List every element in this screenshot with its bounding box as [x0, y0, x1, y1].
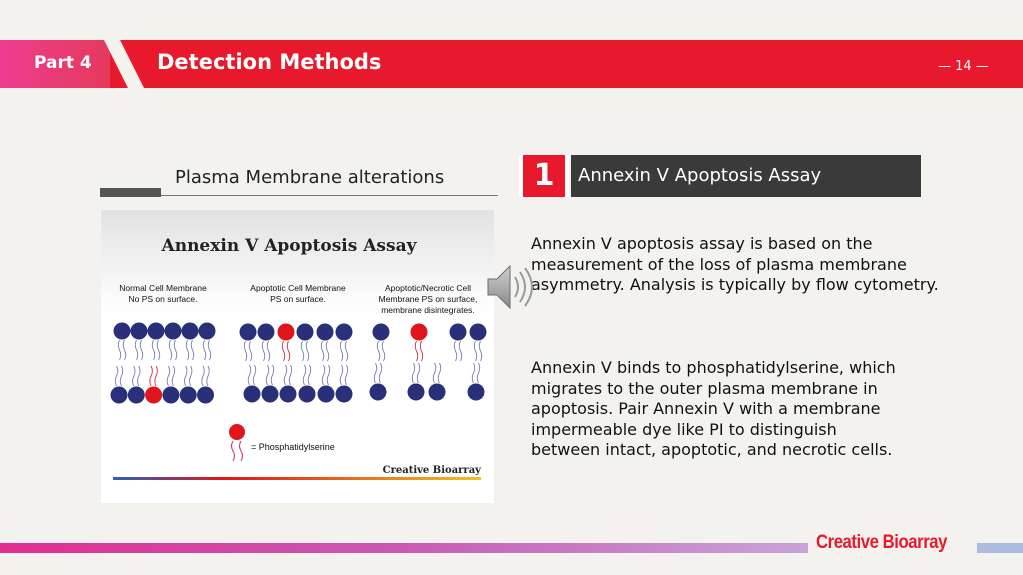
annexin-figure [101, 210, 494, 503]
legend-ps-icon [229, 424, 245, 440]
lipid-head [450, 324, 467, 341]
figure-color-line [113, 477, 481, 480]
col1-caption: Normal Cell Membrane No PS on surface. [119, 283, 207, 304]
lipid-head [411, 324, 428, 341]
page-number: — 14 — [938, 59, 989, 74]
lipid-head [114, 323, 131, 340]
lipid-head [111, 387, 128, 404]
lipid-head [197, 387, 214, 404]
lipid-head [408, 384, 425, 401]
footer-blue-bar [977, 543, 1023, 553]
paragraph-2: Annexin V binds to phosphatidylserine, which migrates to the outer plasma membrane in apoptosis. Pair Annexin V with a membrane impermeable dye like PI to distinguish between intact, apoptotic, and necrotic cells. [531, 358, 896, 459]
lipid-head [162, 387, 179, 404]
lipid-head [470, 324, 487, 341]
lipid-head [148, 323, 165, 340]
section-accent-bar [100, 188, 161, 197]
figure-brand: Creative Bioarray [382, 465, 481, 476]
lipid-head [318, 386, 335, 403]
footer-brand: Creative Bioarray [816, 532, 948, 553]
lipid-head [128, 387, 145, 404]
slide-title: Detection Methods [157, 50, 382, 74]
figure-title: Annexin V Apoptosis Assay [161, 236, 417, 256]
lipid-head [468, 384, 485, 401]
lipid-head [280, 386, 297, 403]
col3-caption: Apoptotic/Necrotic Cell Membrane PS on surface, membrane disintegrates. [378, 283, 478, 315]
lipid-head [258, 324, 275, 341]
legend-label: = Phosphatidylserine [251, 442, 335, 452]
header-bar [0, 40, 1023, 88]
membrane-diagram [101, 210, 494, 503]
lipid-head [145, 387, 162, 404]
subtitle-text: Annexin V Apoptosis Assay [578, 165, 822, 186]
lipid-head [240, 324, 257, 341]
lipid-head [299, 386, 316, 403]
lipid-head [336, 324, 353, 341]
section-label: Plasma Membrane alterations [175, 167, 445, 188]
lipid-head [131, 323, 148, 340]
speaker-icon[interactable] [484, 262, 536, 316]
lipid-head [336, 386, 353, 403]
lipid-head [180, 387, 197, 404]
lipid-head [199, 323, 216, 340]
item-number: 1 [523, 155, 565, 197]
lipid-head [317, 324, 334, 341]
lipid-head [262, 386, 279, 403]
lipid-head [373, 324, 390, 341]
footer-gradient-bar [0, 543, 808, 553]
lipid-head [182, 323, 199, 340]
lipid-head [165, 323, 182, 340]
lipid-head [278, 324, 295, 341]
part-label: Part 4 [34, 53, 92, 73]
paragraph-1: Annexin V apoptosis assay is based on the measurement of the loss of plasma membrane asymmetry. Analysis is typically by flow cytometry. [531, 234, 939, 294]
lipid-head [297, 324, 314, 341]
col2-caption: Apoptotic Cell Membrane PS on surface. [250, 283, 346, 304]
lipid-head [244, 386, 261, 403]
lipid-head [370, 384, 387, 401]
lipid-head [429, 384, 446, 401]
